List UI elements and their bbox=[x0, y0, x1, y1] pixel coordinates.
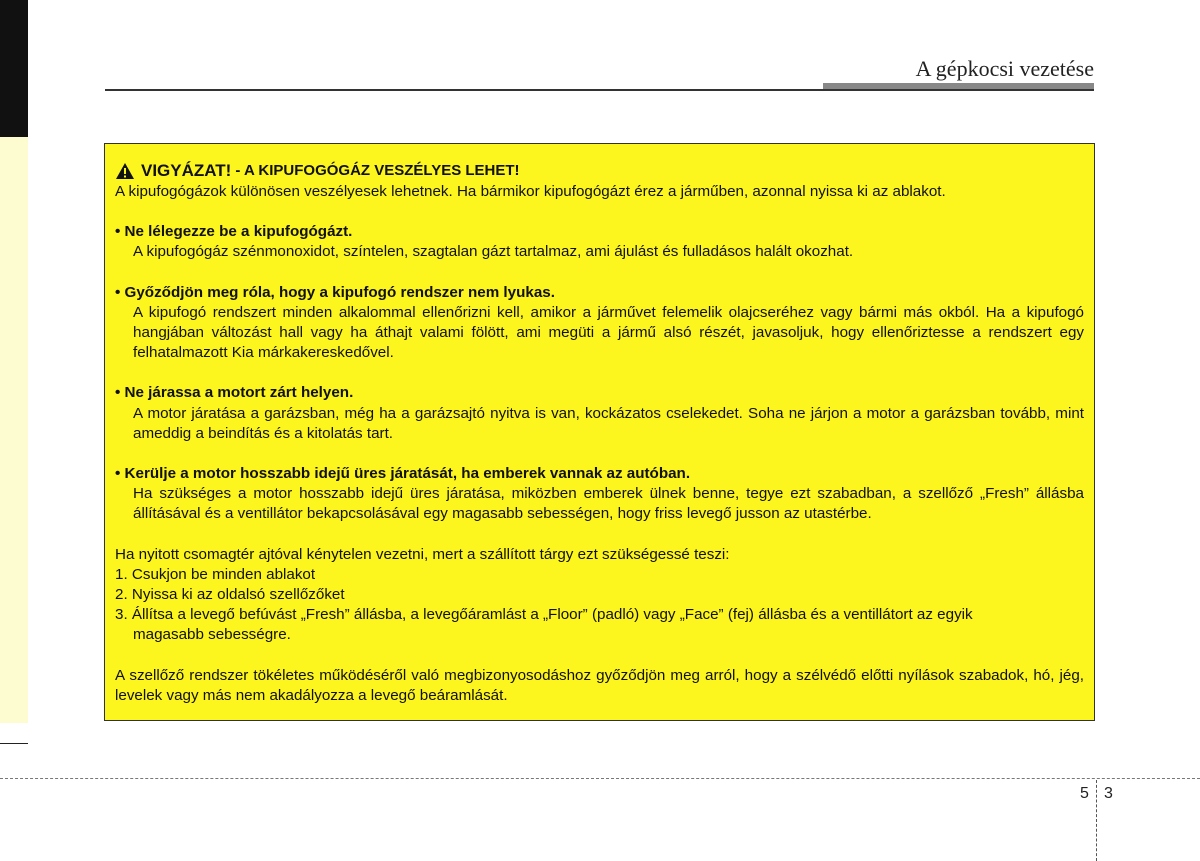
warning-intro: A kipufogógázok különösen veszélyesek lehetnek. Ha bármikor kipufogógázt érez a járműben, azonnal nyissa ki az ablakot. bbox=[115, 183, 946, 200]
step-item: 3. Állítsa a levegő befúvást „Fresh” állásba, a levegőáramlást a „Floor” (padló) vagy „Face” (fej) állásba és a ventillátort az egyik bbox=[115, 606, 973, 624]
chapter-tab-marker bbox=[0, 0, 28, 137]
step-item-continuation: magasabb sebességre. bbox=[133, 626, 291, 644]
warning-box bbox=[104, 143, 1095, 721]
item-heading-exhaust-check: • Győződjön meg róla, hogy a kipufogó rendszer nem lyukas. bbox=[115, 283, 555, 301]
footer-dashed-rule bbox=[0, 778, 1200, 779]
footer-vertical-divider bbox=[1096, 780, 1097, 861]
item-heading-idling: • Kerülje a motor hosszabb idejű üres járatását, ha emberek vannak az autóban. bbox=[115, 465, 691, 483]
item-heading-closed-space: • Ne járassa a motort zárt helyen. bbox=[115, 384, 354, 402]
steps-list bbox=[115, 565, 1084, 646]
page-number: 3 bbox=[1104, 785, 1113, 802]
warning-heading bbox=[115, 160, 1084, 182]
item-heading-breathe: • Ne lélegezze be a kipufogógázt. bbox=[115, 223, 353, 241]
warning-title: VIGYÁZAT! bbox=[141, 160, 232, 180]
chapter-number: 5 bbox=[1080, 785, 1089, 802]
chapter-side-band bbox=[0, 137, 28, 723]
step-item: 2. Nyissa ki az oldalsó szellőzőket bbox=[115, 586, 345, 604]
step-item: 1. Csukjon be minden ablakot bbox=[115, 565, 316, 583]
item-body-idling: Ha szükséges a motor hosszabb idejű üres járatása, miközben emberek ülnek benne, tegye ezt szabadban, a szellőző „Fresh” állásba állításával és a ventillátor bekapcsolásával egy magasabb sebességen, hogy friss levegő jusson az utastérbe. bbox=[133, 485, 1084, 523]
warning-triangle-icon bbox=[115, 162, 135, 180]
closing-note: A szellőző rendszer tökéletes működéséről való megbizonyosodáshoz győződjön meg arról, hogy a szélvédő előtti nyílások szabadok, hó, jég, levelek vagy más nem akadályozza a levegő beáramlását. bbox=[115, 666, 1084, 704]
item-body-exhaust-check: A kipufogó rendszert minden alkalommal ellenőrizni kell, amikor a járművet felemelik olajcseréhez vagy bármi más okból. Ha a kipufogó hangjában változást hall vagy ha áthajt valami fölött, ami megüti a jármű alsó részét, javasoljuk, hogy ellenőriztesse a rendszert egy felhatalmazott Kia márkakereskedővel. bbox=[133, 303, 1084, 362]
warning-subtitle: - A KIPUFOGÓGÁZ VESZÉLYES LEHET! bbox=[235, 161, 520, 179]
item-body-closed-space: A motor járatása a garázsban, még ha a garázsajtó nyitva is van, kockázatos cselekedet. Soha ne járjon a motor a garázsban tovább, mint ameddig a beindítás és a kitolatás tart. bbox=[133, 404, 1084, 442]
luggage-intro: Ha nyitott csomagtér ajtóval kénytelen vezetni, mert a szállított tárgy ezt szükségessé teszi: bbox=[115, 545, 730, 563]
page-header-title: A gépkocsi vezetése bbox=[915, 56, 1094, 81]
header-rule bbox=[105, 89, 1094, 91]
side-divider bbox=[0, 743, 28, 744]
item-body-breathe: A kipufogógáz szénmonoxidot, színtelen, szagtalan gázt tartalmaz, ami ájulást és fulladásos halált okozhat. bbox=[133, 243, 854, 261]
